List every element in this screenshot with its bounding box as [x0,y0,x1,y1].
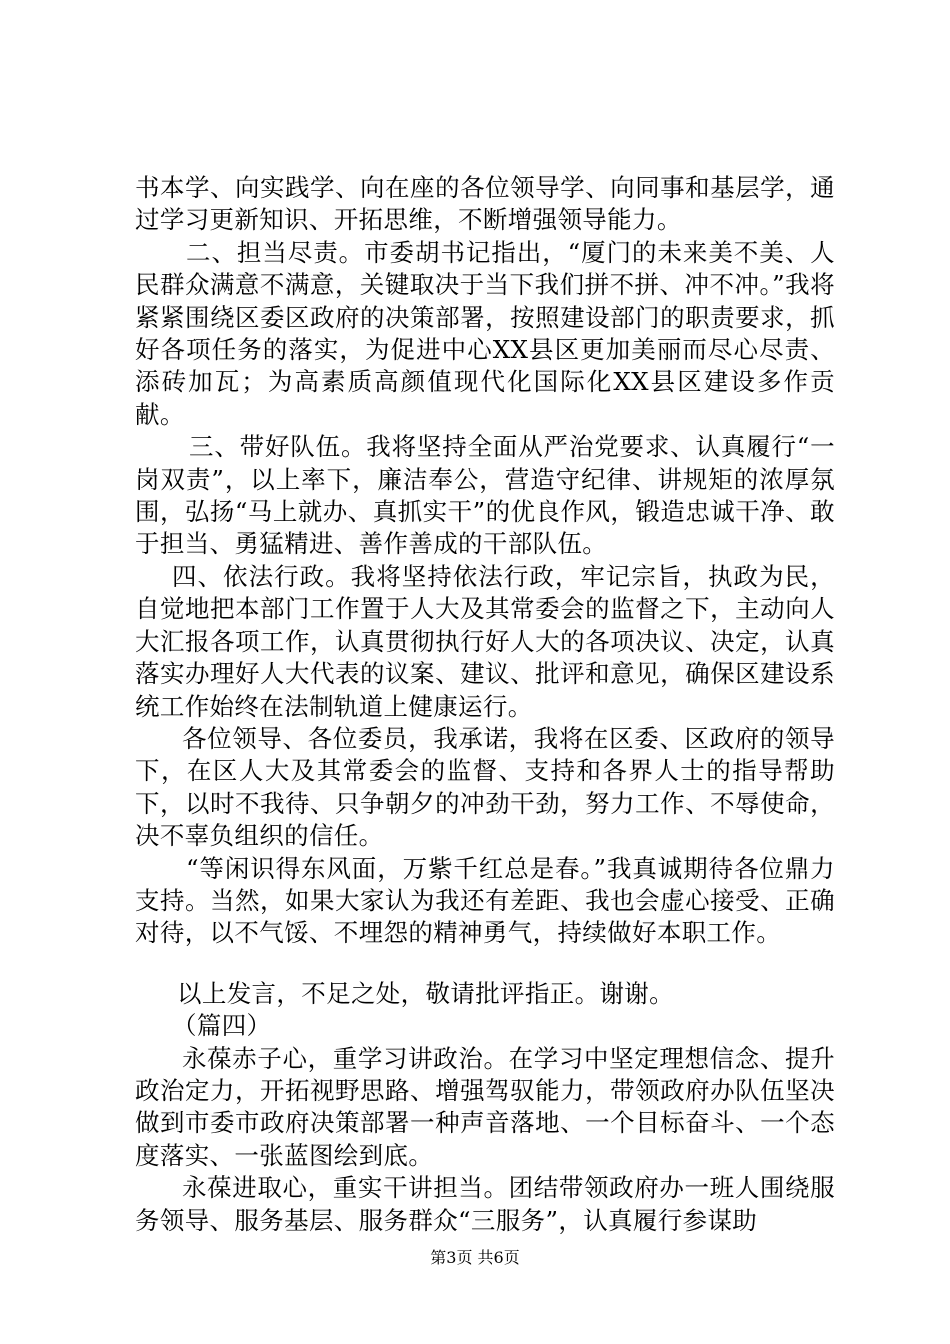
paragraph-law: 四、依法行政。我将坚持依法行政，牢记宗旨，执政为民，自觉地把本部门工作置于人大及其常委会的监督之下，主动向人大汇报各项工作，认真贯彻执行好人大的各项决议、决定，认真落实办理好人大代表的议案、建议、批评和意见，确保区建设系统工作始终在法制轨道上健康运行。 [135,561,835,721]
paragraph-team: 三、带好队伍。我将坚持全面从严治党要求、认真履行“一岗双责”，以上率下，廉洁奉公，营造守纪律、讲规矩的浓厚氛围，弘扬“马上就办、真抓实干”的优良作风，锻造忠诚干净、敢于担当、勇猛精进、善作善成的干部队伍。 [135,432,835,559]
paragraph-commitment: 各位领导、各位委员，我承诺，我将在区委、区政府的领导下，在区人大及其常委会的监督、支持和各界人士的指导帮助下，以时不我待、只争朝夕的冲劲干劲，努力工作、不辱使命，决不辜负组织的信任。 [135,723,835,851]
paragraph-responsibility: 二、担当尽责。市委胡书记指出，“厦门的未来美不美、人民群众满意不满意，关键取决于当下我们拼不拼、冲不冲。”我将紧紧围绕区委区政府的决策部署，按照建设部门的职责要求，抓好各项任务的落实，为促进中心XX县区更加美丽而尽心尽责、添砖加瓦；为高素质高颜值现代化国际化XX县区建设多作贡献。 [135,237,835,429]
paragraph-gap [135,950,835,978]
section-heading-part-four: （篇四） [172,1011,272,1041]
paragraph-poem-quote: “等闲识得东风面，万紫千红总是春。”我真诚期待各位鼎力支持。当然，如果大家认为我还有差距、我也会虚心接受、正确对待，以不气馁、不埋怨的精神勇气，持续做好本职工作。 [135,853,835,948]
page-number-footer: 第3页 共6页 [430,1248,520,1267]
paragraph-closing: 以上发言，不足之处，敬请批评指正。谢谢。 [177,978,674,1008]
document-body [135,172,835,1237]
paragraph-enterprising-heart: 永葆进取心，重实干讲担当。团结带领政府办一班人围绕服务领导、服务基层、服务群众“三服务”，认真履行参谋助 [135,1173,835,1235]
paragraph-study-continuation: 书本学、向实践学、向在座的各位领导学、向同事和基层学，通过学习更新知识、开拓思维，不断增强领导能力。 [135,173,835,235]
paragraph-loyal-heart: 永葆赤子心，重学习讲政治。在学习中坚定理想信念、提升政治定力，开拓视野思路、增强驾驭能力，带领政府办队伍坚决做到市委市政府决策部署一种声音落地、一个目标奋斗、一个态度落实、一张蓝图绘到底。 [135,1043,835,1170]
